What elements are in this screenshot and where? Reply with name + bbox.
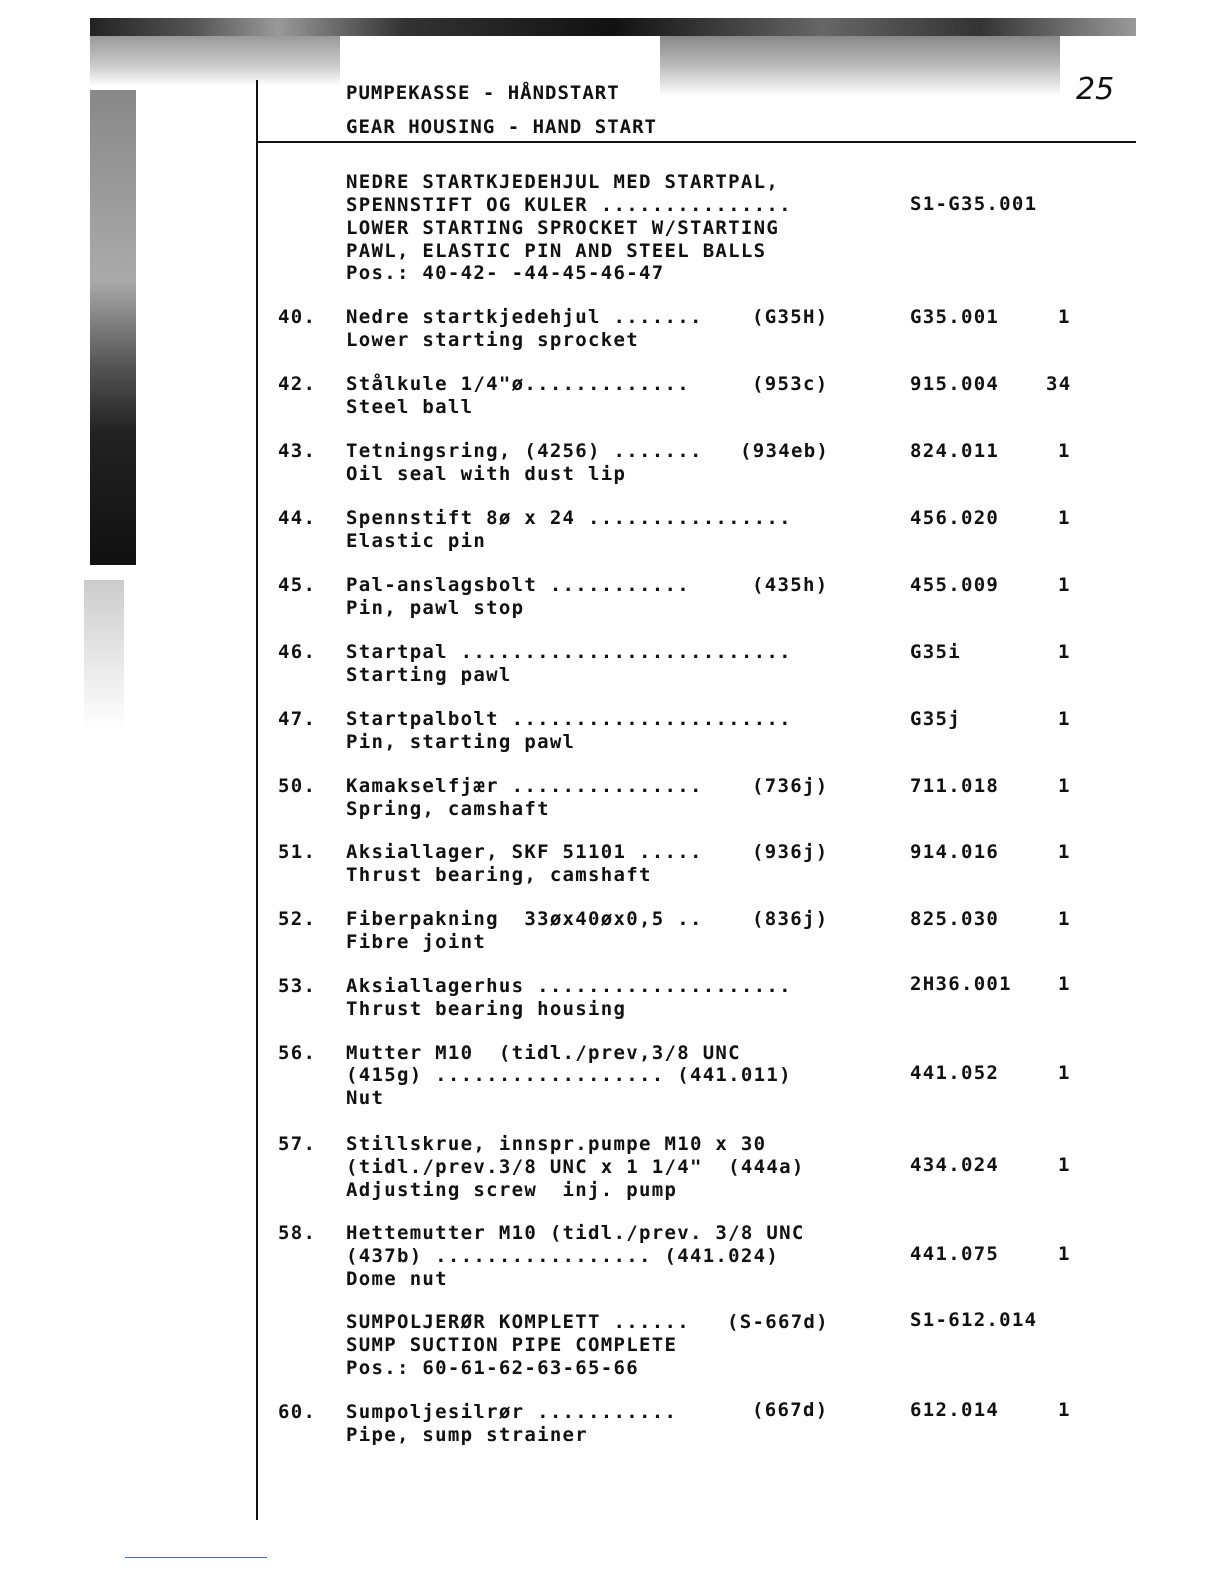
position-number: 40.: [278, 306, 317, 328]
part-number: 441.052: [910, 1062, 1000, 1084]
quantity: 1: [1058, 1154, 1071, 1176]
part-number: S1-612.014: [910, 1309, 1038, 1331]
description-line: Tetningsring, (4256) .......: [346, 440, 703, 462]
position-number: 52.: [278, 908, 317, 930]
reference-code: (667d): [752, 1399, 829, 1421]
part-number: 824.011: [910, 440, 1000, 462]
description-line: LOWER STARTING SPROCKET W/STARTING: [346, 217, 780, 239]
reference-code: (953c): [752, 373, 829, 395]
part-number: 456.020: [910, 507, 1000, 529]
position-number: 47.: [278, 708, 317, 730]
quantity: 1: [1058, 641, 1071, 663]
description-line: Kamakselfjær ...............: [346, 775, 703, 797]
description-line: Fiberpakning 33øx40øx0,5 ..: [346, 908, 703, 930]
description-line: PAWL, ELASTIC PIN AND STEEL BALLS: [346, 240, 767, 262]
position-number: 44.: [278, 507, 317, 529]
part-number: 441.075: [910, 1243, 1000, 1265]
position-number: 60.: [278, 1401, 317, 1423]
quantity: 1: [1058, 708, 1071, 730]
quantity: 34: [1046, 373, 1072, 395]
reference-code: (936j): [752, 841, 829, 863]
description-line: (tidl./prev.3/8 UNC x 1 1/4" (444a): [346, 1156, 805, 1178]
description-line: Thrust bearing, camshaft: [346, 864, 652, 886]
description-line: Pal-anslagsbolt ...........: [346, 574, 690, 596]
quantity: 1: [1058, 507, 1071, 529]
position-number: 45.: [278, 574, 317, 596]
position-number: 50.: [278, 775, 317, 797]
description-line: Lower starting sprocket: [346, 329, 639, 351]
part-number: G35i: [910, 641, 961, 663]
description-line: Starting pawl: [346, 664, 512, 686]
position-number: 56.: [278, 1042, 317, 1064]
description-line: Pin, pawl stop: [346, 597, 525, 619]
quantity: 1: [1058, 306, 1071, 328]
part-number: 612.014: [910, 1399, 1000, 1421]
description-line: Nut: [346, 1087, 385, 1109]
description-line: (437b) ................. (441.024): [346, 1245, 780, 1267]
description-line: Thrust bearing housing: [346, 998, 627, 1020]
reference-code: (934eb): [740, 440, 830, 462]
page-title-norwegian: PUMPEKASSE - HÅNDSTART: [346, 82, 620, 104]
scan-shadow-top-right: [660, 36, 1060, 96]
quantity: 1: [1058, 574, 1071, 596]
description-line: Aksiallagerhus ....................: [346, 975, 792, 997]
quantity: 1: [1058, 841, 1071, 863]
description-line: Oil seal with dust lip: [346, 463, 627, 485]
position-number: 51.: [278, 841, 317, 863]
description-line: Sumpoljesilrør ...........: [346, 1401, 678, 1423]
quantity: 1: [1058, 1399, 1071, 1421]
quantity: 1: [1058, 908, 1071, 930]
description-line: Spennstift 8ø x 24 ................: [346, 507, 792, 529]
description-line: NEDRE STARTKJEDEHJUL MED STARTPAL,: [346, 171, 780, 193]
description-line: SUMP SUCTION PIPE COMPLETE: [346, 1334, 678, 1356]
reference-code: (435h): [752, 574, 829, 596]
part-number: 434.024: [910, 1154, 1000, 1176]
quantity: 1: [1058, 775, 1071, 797]
position-number: 42.: [278, 373, 317, 395]
quantity: 1: [1058, 1062, 1071, 1084]
description-line: Dome nut: [346, 1268, 448, 1290]
part-number: 711.018: [910, 775, 1000, 797]
quantity: 1: [1058, 1243, 1071, 1265]
quantity: 1: [1058, 440, 1071, 462]
description-line: SUMPOLJERØR KOMPLETT ......: [346, 1311, 690, 1333]
description-line: Pos.: 60-61-62-63-65-66: [346, 1357, 639, 1379]
position-number: 53.: [278, 975, 317, 997]
part-number: 2H36.001: [910, 973, 1012, 995]
position-number: 46.: [278, 641, 317, 663]
part-number: S1-G35.001: [910, 193, 1038, 215]
description-line: Nedre startkjedehjul .......: [346, 306, 703, 328]
part-number: 825.030: [910, 908, 1000, 930]
header-rule: [256, 141, 1136, 143]
description-line: Pin, starting pawl: [346, 731, 576, 753]
scan-noise-left: [84, 580, 124, 730]
description-line: SPENNSTIFT OG KULER ...............: [346, 194, 792, 216]
margin-rule: [256, 80, 258, 1520]
description-line: Spring, camshaft: [346, 798, 550, 820]
part-number: 455.009: [910, 574, 1000, 596]
description-line: Mutter M10 (tidl./prev,3/8 UNC: [346, 1042, 741, 1064]
position-number: 43.: [278, 440, 317, 462]
description-line: Pos.: 40-42- -44-45-46-47: [346, 262, 665, 284]
description-line: Stålkule 1/4"ø.............: [346, 373, 690, 395]
scan-shadow-top-left: [90, 36, 340, 86]
quantity: 1: [1058, 973, 1071, 995]
description-line: Pipe, sump strainer: [346, 1424, 589, 1446]
page-number: 25: [1076, 72, 1115, 107]
bottom-link-underline: [125, 1557, 267, 1558]
page-title-english: GEAR HOUSING - HAND START: [346, 116, 657, 138]
description-line: Startpal ..........................: [346, 641, 792, 663]
description-line: Steel ball: [346, 396, 474, 418]
part-number: G35j: [910, 708, 961, 730]
reference-code: (G35H): [752, 306, 829, 328]
reference-code: (S-667d): [727, 1311, 829, 1333]
scan-shadow-top: [90, 18, 1136, 36]
position-number: 58.: [278, 1222, 317, 1244]
scan-shadow-left: [90, 90, 136, 565]
description-line: Hettemutter M10 (tidl./prev. 3/8 UNC: [346, 1222, 805, 1244]
description-line: Adjusting screw inj. pump: [346, 1179, 678, 1201]
description-line: Aksiallager, SKF 51101 .....: [346, 841, 703, 863]
reference-code: (736j): [752, 775, 829, 797]
part-number: 914.016: [910, 841, 1000, 863]
part-number: 915.004: [910, 373, 1000, 395]
reference-code: (836j): [752, 908, 829, 930]
description-line: (415g) .................. (441.011): [346, 1064, 792, 1086]
position-number: 57.: [278, 1133, 317, 1155]
description-line: Elastic pin: [346, 530, 487, 552]
description-line: Startpalbolt ......................: [346, 708, 792, 730]
description-line: Fibre joint: [346, 931, 487, 953]
part-number: G35.001: [910, 306, 1000, 328]
description-line: Stillskrue, innspr.pumpe M10 x 30: [346, 1133, 767, 1155]
